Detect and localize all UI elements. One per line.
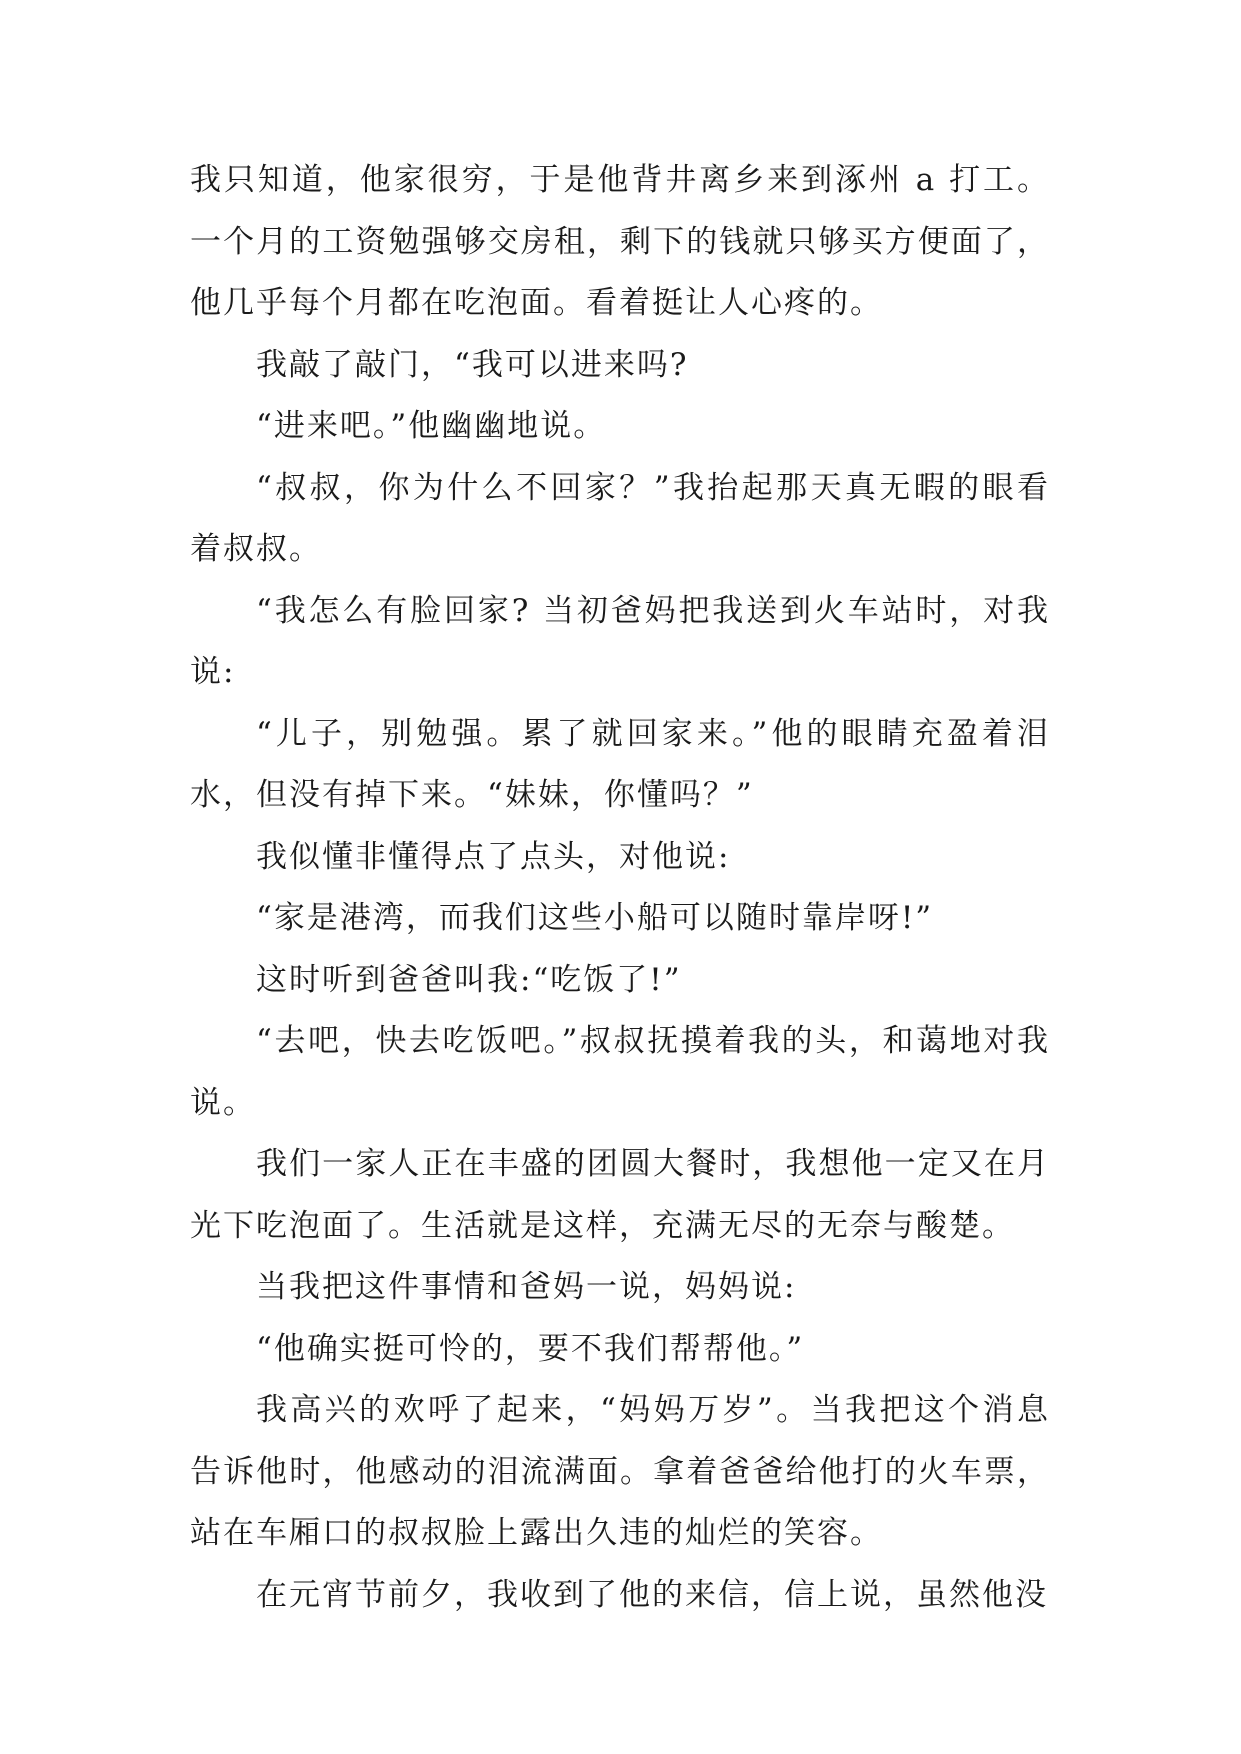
paragraph: 我们一家人正在丰盛的团圆大餐时，我想他一定又在月光下吃泡面了。生活就是这样，充满无尽的无奈与酸楚。 bbox=[190, 1146, 1050, 1244]
paragraph: 我敲了敲门，“我可以进来吗? bbox=[256, 346, 689, 383]
paragraph: 在元宵节前夕，我收到了他的来信，信上说，虽然他没 bbox=[256, 1576, 1048, 1613]
paragraph: “家是港湾，而我们这些小船可以随时靠岸呀!” bbox=[256, 900, 934, 936]
paragraph: “他确实挺可怜的，要不我们帮帮他。” bbox=[256, 1330, 805, 1367]
paragraph: 我只知道，他家很穷，于是他背井离乡来到涿州 a 打工。一个月的工资勉强够交房租，剩下的钱就只够买方便面了，他几乎每个月都在吃泡面。看着挺让人心疼的。 bbox=[190, 162, 1050, 321]
paragraph: 我高兴的欢呼了起来，“妈妈万岁”。当我把这个消息告诉他时，他感动的泪流满面。拿着爸爸给他打的火车票，站在车厢口的叔叔脸上露出久违的灿烂的笑容。 bbox=[190, 1392, 1050, 1551]
paragraph: “叔叔，你为什么不回家？”我抬起那天真无暇的眼看着叔叔。 bbox=[190, 469, 1050, 567]
paragraph: “进来吧。”他幽幽地说。 bbox=[256, 408, 607, 444]
paragraph: “儿子，别勉强。累了就回家来。”他的眼睛充盈着泪水，但没有掉下来。“妹妹，你懂吗？” bbox=[190, 715, 1050, 813]
paragraph: 这时听到爸爸叫我:“吃饭了!” bbox=[256, 961, 682, 998]
paragraph: “去吧，快去吃饭吧。”叔叔抚摸着我的头，和蔼地对我说。 bbox=[190, 1023, 1050, 1121]
paragraph: 当我把这件事情和爸妈一说，妈妈说: bbox=[256, 1269, 797, 1305]
body-text bbox=[190, 150, 1050, 1626]
paragraph: 我似懂非懂得点了点头，对他说: bbox=[256, 838, 731, 875]
paragraph: “我怎么有脸回家? 当初爸妈把我送到火车站时，对我说: bbox=[190, 592, 1050, 690]
